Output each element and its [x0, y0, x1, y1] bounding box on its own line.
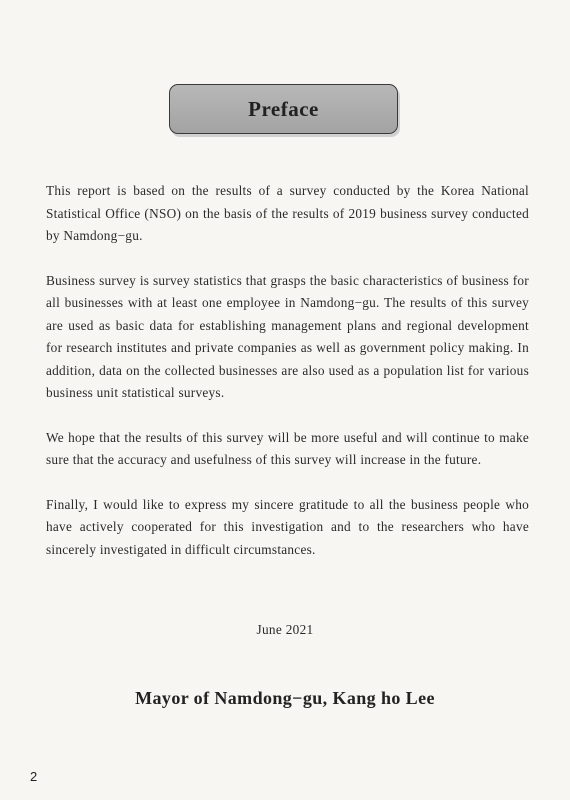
date-line: June 2021	[256, 622, 314, 637]
paragraph-1: This report is based on the results of a survey conducted by the Korea National Statistical Office (NSO) on the basis of the results of 2019 business survey conducted by Namdong−gu.	[46, 183, 529, 243]
preface-title-box	[169, 84, 398, 134]
page-title: Preface	[248, 96, 319, 121]
page-number: 2	[30, 769, 38, 784]
paragraph-2: Business survey is survey statistics that grasps the basic characteristics of business for all businesses with at least one employee in Namdong−gu. The results of this survey are used as basic data for establishing management plans and regional development for research institutes and private companies as well as government policy making. In addition, data on the collected businesses are also used as a population list for various business unit statistical surveys.	[46, 272, 529, 400]
paragraph-4: Finally, I would like to express my sincere gratitude to all the business people who have actively cooperated for this investigation and to the researchers who have sincerely investigated in difficult circumstances.	[46, 496, 529, 557]
paragraph-3: We hope that the results of this survey will be more useful and will continue to make sure that the accuracy and usefulness of this survey will increase in the future.	[46, 429, 529, 467]
signature-line: Mayor of Namdong−gu, Kang ho Lee	[135, 688, 435, 708]
preface-body	[46, 180, 529, 583]
